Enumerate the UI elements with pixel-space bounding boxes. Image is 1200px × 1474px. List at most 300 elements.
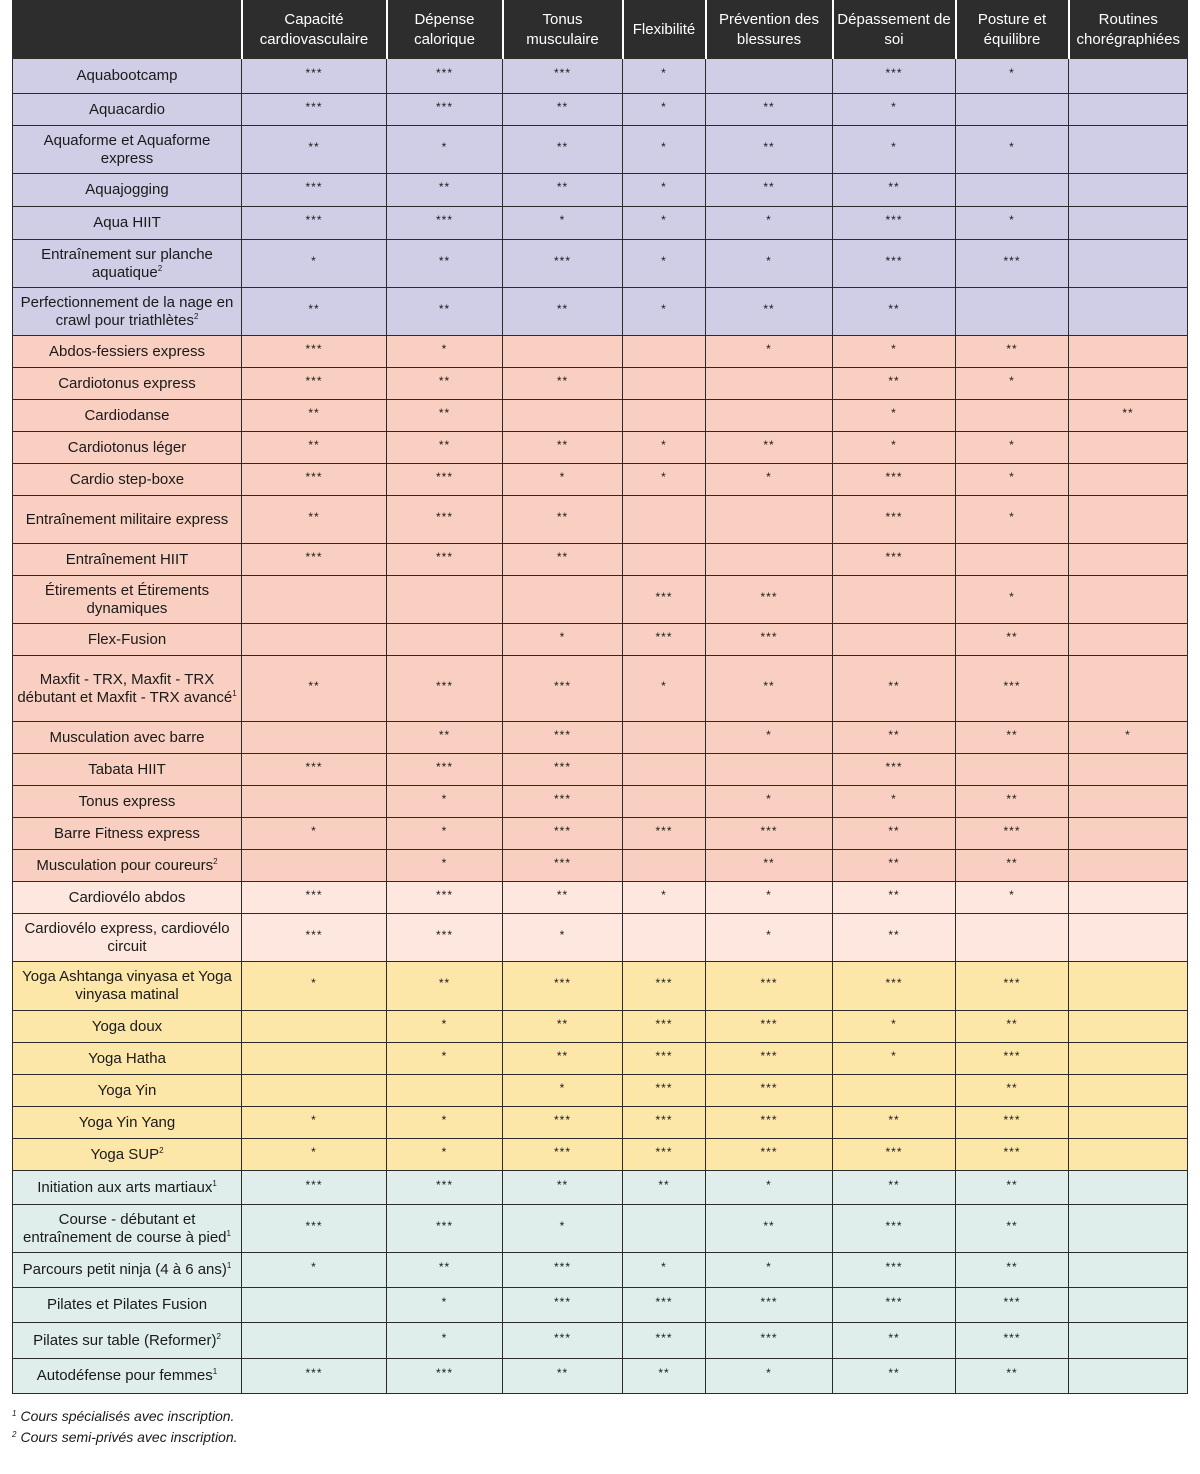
rating-cell: *** — [623, 1139, 706, 1171]
rating-cell: * — [833, 1011, 956, 1043]
table-row — [13, 882, 1188, 914]
rating-cell: ** — [706, 288, 833, 336]
header-tonus-musculaire: Tonus musculaire — [503, 1, 623, 59]
activity-name-cell — [13, 1253, 242, 1288]
footnote-text: Cours spécialisés avec inscription. — [20, 1408, 235, 1424]
rating-cell: *** — [833, 1205, 956, 1253]
rating-cell — [1069, 850, 1188, 882]
rating-cell: * — [706, 914, 833, 962]
rating-cell: *** — [956, 240, 1069, 288]
rating-cell: * — [623, 882, 706, 914]
rating-cell — [1069, 1075, 1188, 1107]
activity-name: Barre Fitness express — [54, 824, 200, 842]
footnote-reference: 1 — [226, 1261, 232, 1270]
rating-cell: *** — [623, 962, 706, 1011]
rating-cell: *** — [833, 496, 956, 544]
activity-name: Aquajogging — [85, 181, 169, 198]
rating-cell: * — [623, 207, 706, 240]
rating-cell — [706, 754, 833, 786]
rating-cell: *** — [387, 496, 503, 544]
header-routines-choregraphiees: Routines chorégraphiées — [1069, 1, 1188, 59]
header-capacite-cardiovasculaire: Capacité cardiovasculaire — [242, 1, 387, 59]
rating-cell: * — [387, 1288, 503, 1323]
activity-name-cell — [13, 882, 242, 914]
rating-cell — [242, 1075, 387, 1107]
rating-cell — [623, 400, 706, 432]
rating-cell — [1069, 1107, 1188, 1139]
table-row — [13, 94, 1188, 126]
table-row — [13, 1011, 1188, 1043]
rating-cell: ** — [503, 94, 623, 126]
rating-cell: ** — [242, 288, 387, 336]
table-row — [13, 754, 1188, 786]
rating-cell: * — [242, 818, 387, 850]
rating-cell: * — [706, 1171, 833, 1205]
rating-cell: * — [623, 288, 706, 336]
table-row — [13, 786, 1188, 818]
footnote-2 — [12, 1427, 238, 1448]
rating-cell — [956, 288, 1069, 336]
rating-cell: * — [242, 1107, 387, 1139]
activity-name-cell — [13, 288, 242, 336]
table-row — [13, 1171, 1188, 1205]
activity-name: Parcours petit ninja (4 à 6 ans) — [22, 1261, 227, 1278]
activity-name: Aquabootcamp — [76, 67, 178, 84]
footnote-reference: 1 — [226, 1228, 231, 1238]
rating-cell: *** — [833, 962, 956, 1011]
activity-name: Flex-Fusion — [87, 630, 167, 648]
rating-cell — [706, 496, 833, 544]
rating-cell: ** — [833, 174, 956, 207]
rating-cell: ** — [503, 882, 623, 914]
rating-cell: *** — [706, 1075, 833, 1107]
rating-cell — [242, 850, 387, 882]
rating-cell — [1069, 240, 1188, 288]
rating-cell: *** — [503, 59, 623, 94]
activity-name-cell — [13, 1359, 242, 1394]
rating-cell: ** — [956, 786, 1069, 818]
rating-cell: * — [387, 1011, 503, 1043]
table-row — [13, 1205, 1188, 1253]
rating-cell: * — [242, 1139, 387, 1171]
rating-cell: *** — [242, 59, 387, 94]
footnote-reference: 2 — [213, 856, 218, 866]
rating-cell — [1069, 126, 1188, 174]
activity-name-cell — [13, 94, 242, 126]
activity-name-cell — [13, 754, 242, 786]
rating-cell: ** — [833, 288, 956, 336]
rating-cell: *** — [503, 722, 623, 754]
rating-cell — [623, 496, 706, 544]
activity-name-cell — [13, 1011, 242, 1043]
rating-cell: * — [956, 126, 1069, 174]
rating-cell: *** — [956, 656, 1069, 722]
rating-cell: *** — [242, 882, 387, 914]
rating-cell: *** — [503, 656, 623, 722]
rating-cell: ** — [503, 1043, 623, 1075]
activity-name-cell — [13, 126, 242, 174]
activity-name: Musculation pour coureurs — [36, 856, 214, 874]
rating-cell: ** — [833, 722, 956, 754]
rating-cell: *** — [956, 1323, 1069, 1359]
rating-cell — [706, 400, 833, 432]
rating-cell: * — [956, 59, 1069, 94]
table-row — [13, 207, 1188, 240]
activity-name-cell — [13, 1075, 242, 1107]
rating-cell: *** — [503, 818, 623, 850]
rating-cell — [623, 1205, 706, 1253]
table-row — [13, 1139, 1188, 1171]
rating-cell — [1069, 288, 1188, 336]
rating-cell — [1069, 818, 1188, 850]
rating-cell: *** — [623, 624, 706, 656]
header-depense-calorique: Dépense calorique — [387, 1, 503, 59]
rating-cell — [1069, 1323, 1188, 1359]
rating-cell: ** — [833, 882, 956, 914]
header-posture-equilibre: Posture et équilibre — [956, 1, 1069, 59]
rating-cell: ** — [956, 1205, 1069, 1253]
rating-cell — [387, 1075, 503, 1107]
rating-cell: *** — [387, 882, 503, 914]
table-row — [13, 914, 1188, 962]
rating-cell: * — [623, 94, 706, 126]
activity-name-cell — [13, 1288, 242, 1323]
rating-cell: * — [623, 1253, 706, 1288]
activity-name: Yoga Ashtanga vinyasa et Yoga vinyasa matinal — [22, 968, 232, 1003]
activity-name: Yoga doux — [91, 1017, 163, 1035]
rating-cell: * — [623, 174, 706, 207]
rating-cell: ** — [706, 174, 833, 207]
rating-cell: * — [1069, 722, 1188, 754]
footnote-mark: 2 — [12, 1430, 17, 1439]
rating-cell: *** — [623, 1043, 706, 1075]
rating-cell — [833, 624, 956, 656]
rating-cell: * — [833, 1043, 956, 1075]
table-row — [13, 576, 1188, 624]
activity-name-cell — [13, 624, 242, 656]
rating-cell — [956, 914, 1069, 962]
rating-cell: *** — [503, 1107, 623, 1139]
table-row — [13, 240, 1188, 288]
rating-cell: * — [623, 464, 706, 496]
rating-cell: *** — [623, 1107, 706, 1139]
rating-cell: * — [833, 400, 956, 432]
rating-cell — [623, 754, 706, 786]
rating-cell: ** — [503, 1011, 623, 1043]
rating-cell: ** — [242, 432, 387, 464]
rating-cell — [387, 576, 503, 624]
activity-name: Maxfit - TRX, Maxfit - TRX débutant et Maxfit - TRX avancé — [17, 670, 233, 706]
footnote-1 — [12, 1406, 238, 1427]
rating-cell: * — [623, 126, 706, 174]
rating-cell: *** — [503, 240, 623, 288]
rating-cell: ** — [956, 1075, 1069, 1107]
activity-name: Étirements et Étirements dynamiques — [44, 581, 210, 617]
rating-cell: * — [706, 722, 833, 754]
rating-cell: *** — [706, 962, 833, 1011]
rating-cell — [1069, 336, 1188, 368]
rating-cell: * — [503, 207, 623, 240]
rating-cell: * — [706, 1359, 833, 1394]
footnote-mark: 1 — [12, 1409, 17, 1418]
activity-name: Perfectionnement de la nage en crawl pour triathlètes — [20, 293, 234, 329]
table-row — [13, 1253, 1188, 1288]
table-row — [13, 544, 1188, 576]
activity-name: Cardio step-boxe — [69, 470, 185, 488]
rating-cell — [1069, 754, 1188, 786]
rating-cell: ** — [706, 94, 833, 126]
rating-cell: *** — [833, 240, 956, 288]
rating-cell: * — [706, 336, 833, 368]
rating-cell — [1069, 962, 1188, 1011]
rating-cell — [1069, 1205, 1188, 1253]
rating-cell: *** — [833, 207, 956, 240]
rating-cell — [1069, 882, 1188, 914]
rating-cell: *** — [242, 1205, 387, 1253]
rating-cell: * — [387, 336, 503, 368]
footnote-reference: 1 — [212, 1178, 217, 1188]
table-row — [13, 464, 1188, 496]
rating-cell — [1069, 1043, 1188, 1075]
rating-cell: * — [503, 1205, 623, 1253]
rating-cell: * — [503, 914, 623, 962]
table-body — [13, 59, 1188, 1394]
rating-cell: *** — [956, 818, 1069, 850]
rating-cell — [956, 400, 1069, 432]
rating-cell: * — [503, 464, 623, 496]
activity-name: Yoga Yin — [97, 1081, 157, 1099]
table-row — [13, 288, 1188, 336]
rating-cell: *** — [833, 1139, 956, 1171]
rating-cell — [833, 576, 956, 624]
rating-cell — [623, 722, 706, 754]
activity-name: Aquacardio — [89, 100, 165, 118]
rating-cell — [956, 754, 1069, 786]
rating-cell — [387, 624, 503, 656]
rating-cell: * — [387, 1139, 503, 1171]
rating-cell: * — [956, 368, 1069, 400]
rating-cell: * — [833, 786, 956, 818]
rating-cell: ** — [1069, 400, 1188, 432]
activity-name-cell — [13, 722, 242, 754]
rating-cell: ** — [833, 1171, 956, 1205]
rating-cell — [706, 59, 833, 94]
rating-cell: ** — [623, 1171, 706, 1205]
rating-cell: *** — [706, 576, 833, 624]
rating-cell — [1069, 207, 1188, 240]
activity-name-cell — [13, 786, 242, 818]
activity-name: Yoga Hatha — [88, 1049, 166, 1067]
activity-name: Autodéfense pour femmes — [36, 1367, 213, 1384]
rating-cell: *** — [623, 1075, 706, 1107]
rating-cell: * — [242, 240, 387, 288]
rating-cell: ** — [387, 368, 503, 400]
rating-cell: *** — [387, 656, 503, 722]
rating-cell: ** — [833, 656, 956, 722]
table-row — [13, 400, 1188, 432]
rating-cell: * — [623, 656, 706, 722]
rating-cell — [242, 1011, 387, 1043]
rating-cell: *** — [242, 914, 387, 962]
rating-cell: * — [956, 432, 1069, 464]
rating-cell — [1069, 59, 1188, 94]
rating-cell — [242, 624, 387, 656]
activity-name: Abdos-fessiers express — [49, 342, 205, 360]
rating-cell: * — [833, 336, 956, 368]
activity-name-cell — [13, 1323, 242, 1359]
rating-cell: *** — [623, 1011, 706, 1043]
rating-cell: ** — [706, 1205, 833, 1253]
activity-name-cell — [13, 576, 242, 624]
activity-name: Musculation avec barre — [49, 728, 205, 746]
rating-cell — [623, 786, 706, 818]
activity-name-cell — [13, 1205, 242, 1253]
rating-cell: *** — [503, 786, 623, 818]
rating-cell — [1069, 432, 1188, 464]
rating-cell: *** — [387, 464, 503, 496]
rating-cell: * — [387, 818, 503, 850]
rating-cell: *** — [242, 1171, 387, 1205]
rating-cell — [1069, 656, 1188, 722]
rating-cell: *** — [833, 464, 956, 496]
rating-cell: * — [706, 786, 833, 818]
rating-cell: *** — [706, 1139, 833, 1171]
activity-name-cell — [13, 1171, 242, 1205]
rating-cell: ** — [833, 1359, 956, 1394]
rating-cell: *** — [503, 1253, 623, 1288]
rating-cell: ** — [833, 1107, 956, 1139]
footnote-reference: 2 — [216, 1331, 221, 1341]
activity-name: Cardiovélo abdos — [68, 888, 186, 906]
activity-name-cell — [13, 240, 242, 288]
rating-cell: * — [387, 850, 503, 882]
rating-cell: *** — [623, 576, 706, 624]
rating-cell — [1069, 1139, 1188, 1171]
table-row — [13, 432, 1188, 464]
rating-cell — [706, 368, 833, 400]
rating-cell — [956, 544, 1069, 576]
table-row — [13, 1323, 1188, 1359]
header-depassement-de-soi: Dépassement de soi — [833, 1, 956, 59]
rating-cell: *** — [242, 1359, 387, 1394]
table-row — [13, 59, 1188, 94]
activity-benefits-table-container — [12, 0, 1187, 1394]
rating-cell: *** — [242, 464, 387, 496]
rating-cell: *** — [706, 1323, 833, 1359]
rating-cell: *** — [706, 1107, 833, 1139]
rating-cell: *** — [387, 1359, 503, 1394]
rating-cell: ** — [956, 722, 1069, 754]
table-row — [13, 818, 1188, 850]
rating-cell: ** — [956, 850, 1069, 882]
table-row — [13, 336, 1188, 368]
table-row — [13, 1043, 1188, 1075]
activity-name: Cardiotonus léger — [67, 438, 187, 456]
activity-name-cell — [13, 962, 242, 1011]
rating-cell: *** — [833, 544, 956, 576]
rating-cell: * — [706, 882, 833, 914]
table-row — [13, 1288, 1188, 1323]
footnote-reference: 2 — [193, 311, 199, 321]
rating-cell — [1069, 368, 1188, 400]
table-row — [13, 1075, 1188, 1107]
rating-cell: * — [706, 207, 833, 240]
rating-cell — [503, 576, 623, 624]
rating-cell: * — [956, 464, 1069, 496]
activity-name-cell — [13, 1139, 242, 1171]
rating-cell: ** — [387, 288, 503, 336]
rating-cell: *** — [706, 624, 833, 656]
rating-cell: *** — [623, 1323, 706, 1359]
activity-name: Cardiovélo express, cardiovélo circuit — [24, 919, 230, 955]
rating-cell: * — [623, 240, 706, 288]
rating-cell: * — [623, 432, 706, 464]
rating-cell: *** — [833, 1253, 956, 1288]
rating-cell: ** — [242, 656, 387, 722]
rating-cell: *** — [387, 1171, 503, 1205]
rating-cell: * — [706, 240, 833, 288]
rating-cell: ** — [833, 914, 956, 962]
activity-name-cell — [13, 464, 242, 496]
rating-cell: *** — [387, 914, 503, 962]
rating-cell — [242, 1323, 387, 1359]
rating-cell — [1069, 624, 1188, 656]
rating-cell — [1069, 1359, 1188, 1394]
footnote-reference: 2 — [159, 1145, 164, 1155]
activity-name-cell — [13, 1043, 242, 1075]
rating-cell: ** — [706, 432, 833, 464]
rating-cell — [623, 914, 706, 962]
rating-cell: *** — [242, 336, 387, 368]
activity-name: Entraînement militaire express — [25, 510, 229, 528]
rating-cell — [1069, 1288, 1188, 1323]
activity-name-cell — [13, 544, 242, 576]
rating-cell: * — [706, 464, 833, 496]
rating-cell: * — [387, 786, 503, 818]
rating-cell: ** — [503, 368, 623, 400]
table-row — [13, 722, 1188, 754]
rating-cell: * — [833, 432, 956, 464]
rating-cell — [1069, 914, 1188, 962]
activity-name-cell — [13, 336, 242, 368]
activity-name-cell — [13, 207, 242, 240]
table-row — [13, 496, 1188, 544]
rating-cell — [1069, 544, 1188, 576]
activity-name-cell — [13, 914, 242, 962]
rating-cell: * — [503, 624, 623, 656]
activity-name: Course - débutant et entraînement de course à pied — [23, 1210, 227, 1246]
rating-cell — [706, 544, 833, 576]
rating-cell: ** — [503, 1359, 623, 1394]
table-row — [13, 656, 1188, 722]
rating-cell: ** — [956, 1359, 1069, 1394]
rating-cell: *** — [503, 1139, 623, 1171]
rating-cell: ** — [833, 368, 956, 400]
rating-cell: ** — [387, 174, 503, 207]
rating-cell: *** — [833, 59, 956, 94]
rating-cell: ** — [833, 1323, 956, 1359]
footnote-text: Cours semi-privés avec inscription. — [20, 1429, 238, 1445]
rating-cell: ** — [833, 818, 956, 850]
rating-cell: *** — [706, 1011, 833, 1043]
rating-cell: *** — [242, 368, 387, 400]
rating-cell — [623, 850, 706, 882]
table-row — [13, 174, 1188, 207]
rating-cell: *** — [956, 1107, 1069, 1139]
rating-cell — [1069, 1171, 1188, 1205]
rating-cell: *** — [833, 1288, 956, 1323]
rating-cell: *** — [503, 962, 623, 1011]
